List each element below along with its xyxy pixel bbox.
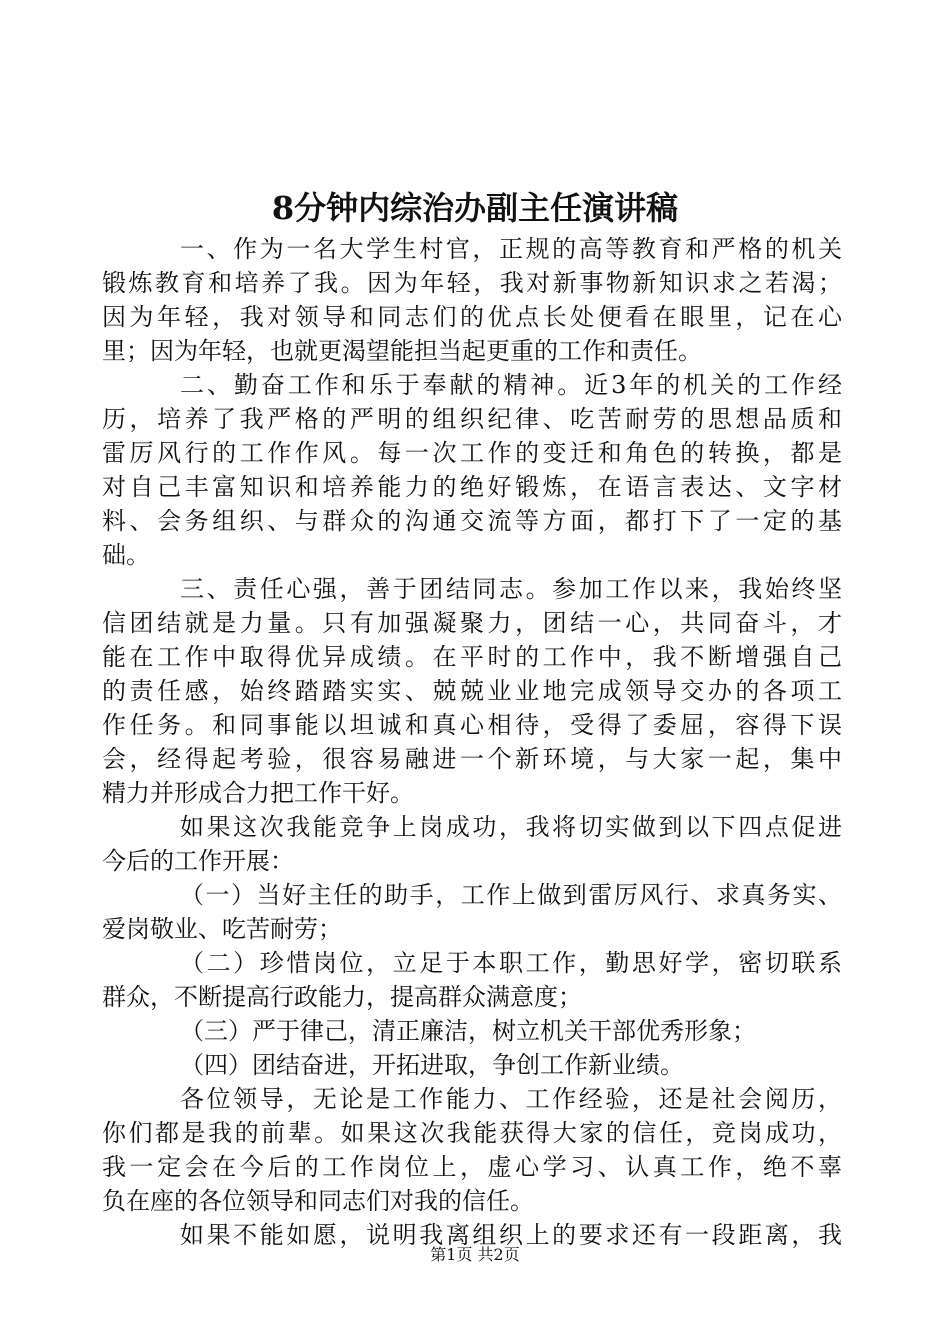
text-line: 各位领导，无论是工作能力、工作经验，还是社会阅历， — [180, 1085, 842, 1113]
text-line: 精力并形成合力把工作干好。 — [102, 779, 414, 807]
document-title: 8分钟内综治办副主任演讲稿 — [271, 189, 679, 227]
text-line: 二、勤奋工作和乐于奉献的精神。近3年的机关的工作经 — [180, 371, 842, 399]
text-line: 三、责任心强，善于团结同志。参加工作以来，我始终坚 — [180, 575, 842, 603]
text-line: 负在座的各位领导和同志们对我的信任。 — [102, 1187, 534, 1215]
text-line: 的责任感，始终踏踏实实、兢兢业业地完成领导交办的各项工 — [102, 677, 842, 705]
text-line: 料、会务组织、与群众的沟通交流等方面，都打下了一定的基 — [102, 507, 842, 535]
text-line: 对自己丰富知识和培养能力的绝好锻炼，在语言表达、文字材 — [102, 473, 842, 501]
text-line: 我一定会在今后的工作岗位上，虚心学习、认真工作，绝不辜 — [102, 1153, 842, 1181]
text-line: 锻炼教育和培养了我。因为年轻，我对新事物新知识求之若渴； — [102, 269, 842, 297]
text-line: 雷厉风行的工作作风。每一次工作的变迁和角色的转换，都是 — [102, 439, 842, 467]
document-body — [102, 232, 842, 1252]
text-line: 爱岗敬业、吃苦耐劳； — [102, 915, 342, 943]
text-line: 你们都是我的前辈。如果这次我能获得大家的信任，竞岗成功， — [102, 1119, 842, 1147]
text-line: （四）团结奋进，开拓进取，争创工作新业绩。 — [180, 1051, 684, 1079]
text-line: 础。 — [102, 541, 150, 569]
text-line: 会，经得起考验，很容易融进一个新环境，与大家一起，集中 — [102, 745, 842, 773]
text-line: 历，培养了我严格的严明的组织纪律、吃苦耐劳的思想品质和 — [102, 405, 842, 433]
text-line: 今后的工作开展： — [102, 847, 294, 875]
text-line: 如果这次我能竞争上岗成功，我将切实做到以下四点促进 — [180, 813, 842, 841]
text-line: 信团结就是力量。只有加强凝聚力，团结一心，共同奋斗，才 — [102, 609, 842, 637]
text-line: 因为年轻，我对领导和同志们的优点长处便看在眼里，记在心 — [102, 303, 842, 331]
text-line: 群众，不断提高行政能力，提高群众满意度； — [102, 983, 582, 1011]
text-line: 能在工作中取得优异成绩。在平时的工作中，我不断增强自己 — [102, 643, 842, 671]
text-line: 里；因为年轻，也就更渴望能担当起更重的工作和责任。 — [102, 337, 702, 365]
text-line: （二）珍惜岗位，立足于本职工作，勤思好学，密切联系 — [180, 949, 842, 977]
text-line: （三）严于律己，清正廉洁，树立机关干部优秀形象； — [180, 1017, 756, 1045]
text-line: 如果不能如愿，说明我离组织上的要求还有一段距离，我 — [180, 1221, 842, 1249]
text-line: 作任务。和同事能以坦诚和真心相待，受得了委屈，容得下误 — [102, 711, 842, 739]
page-footer: 第1页 共2页 — [430, 1245, 520, 1264]
text-line: （一）当好主任的助手，工作上做到雷厉风行、求真务实、 — [180, 881, 842, 909]
text-line: 一、作为一名大学生村官，正规的高等教育和严格的机关 — [180, 235, 842, 263]
